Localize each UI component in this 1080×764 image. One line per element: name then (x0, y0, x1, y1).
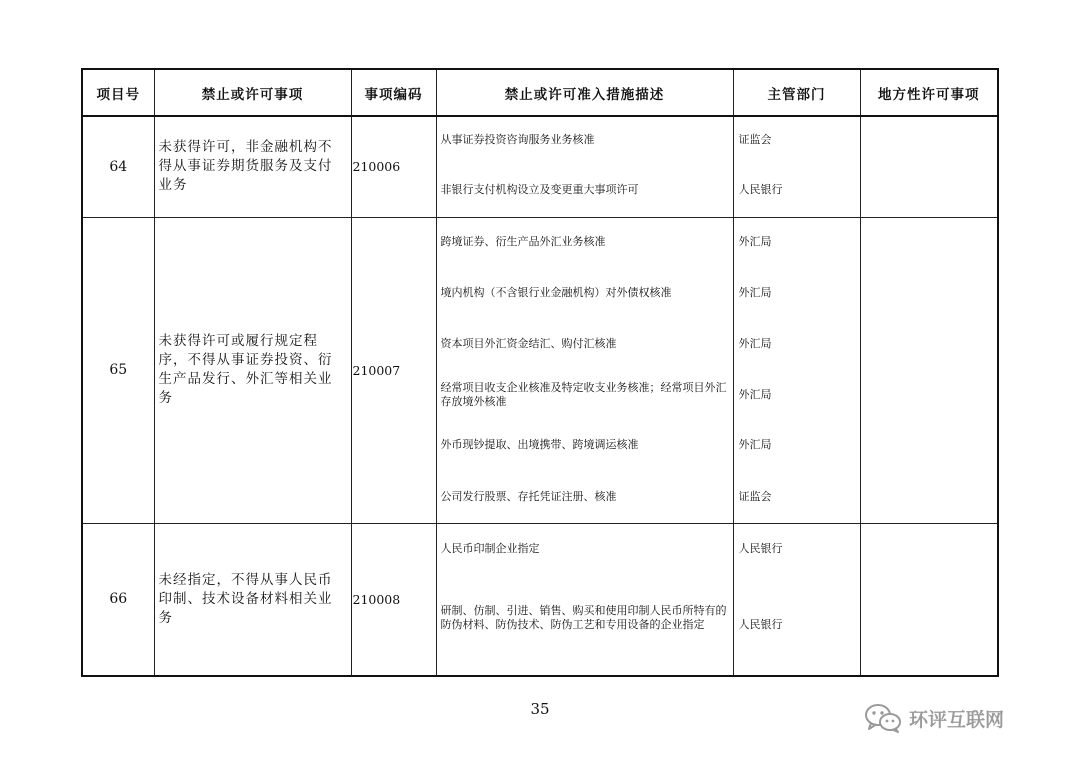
department-cell (733, 217, 860, 523)
measure-desc: 研制、仿制、引进、销售、购买和使用印制人民币所特有的防伪材料、防伪技术、防伪工艺和专用设备的企业指定 (440, 603, 727, 631)
department: 证监会 (738, 133, 772, 146)
project-no: 65 (82, 217, 154, 523)
department: 外汇局 (738, 437, 772, 451)
local-permit-cell (860, 116, 998, 217)
measure-desc-cell (436, 116, 733, 217)
measure-desc: 经常项目收支企业核准及特定收支业务核准；经常项目外汇存放境外核准 (440, 380, 727, 408)
department: 人民银行 (738, 617, 783, 631)
header-measure-desc: 禁止或许可准入措施描述 (436, 69, 733, 116)
table-header-row (82, 69, 998, 116)
measure-desc: 跨境证券、衍生产品外汇业务核准 (440, 234, 606, 248)
department: 外汇局 (738, 336, 772, 350)
item-text: 未经指定，不得从事人民币印制、技术设备材料相关业务 (154, 523, 351, 676)
header-department: 主管部门 (733, 69, 860, 116)
measure-desc: 公司发行股票、存托凭证注册、核准 (440, 489, 617, 503)
department: 人民银行 (738, 541, 783, 555)
header-code: 事项编码 (351, 69, 436, 116)
measure-desc: 从事证券投资咨询服务业务核准 (440, 133, 595, 146)
local-permit-cell (860, 217, 998, 523)
measure-desc: 外币现钞提取、出境携带、跨境调运核准 (440, 437, 639, 451)
project-no: 66 (82, 523, 154, 676)
department: 人民银行 (738, 183, 783, 196)
local-permit-cell (860, 523, 998, 676)
header-local-permit: 地方性许可事项 (860, 69, 998, 116)
page-number: 35 (530, 700, 550, 718)
department-cell (733, 116, 860, 217)
measure-desc-cell (436, 523, 733, 676)
measure-desc: 境内机构（不含银行业金融机构）对外债权核准 (440, 285, 672, 299)
item-code: 210007 (351, 217, 436, 523)
item-text: 未获得许可或履行规定程序，不得从事证券投资、衍生产品发行、外汇等相关业务 (154, 217, 351, 523)
measure-desc: 非银行支付机构设立及变更重大事项许可 (440, 183, 639, 196)
item-code: 210008 (351, 523, 436, 676)
watermark-text: 环评互联网 (909, 708, 1005, 731)
table-row (82, 523, 998, 676)
item-text: 未获得许可，非金融机构不得从事证券期货服务及支付业务 (154, 116, 351, 217)
department: 外汇局 (738, 234, 772, 248)
table-row (82, 217, 998, 523)
table-row (82, 116, 998, 217)
measure-desc-cell (436, 217, 733, 523)
item-code: 210006 (351, 116, 436, 217)
header-project-no: 项目号 (82, 69, 154, 116)
measure-desc: 资本项目外汇资金结汇、购付汇核准 (440, 336, 617, 350)
department: 外汇局 (738, 285, 772, 299)
measure-desc: 人民币印制企业指定 (440, 541, 540, 555)
header-item: 禁止或许可事项 (154, 69, 351, 116)
watermark (863, 700, 1004, 736)
permit-table (81, 68, 999, 677)
department-cell (733, 523, 860, 676)
wechat-icon (863, 702, 903, 734)
project-no: 64 (82, 116, 154, 217)
department: 外汇局 (738, 387, 772, 401)
department: 证监会 (738, 489, 772, 503)
